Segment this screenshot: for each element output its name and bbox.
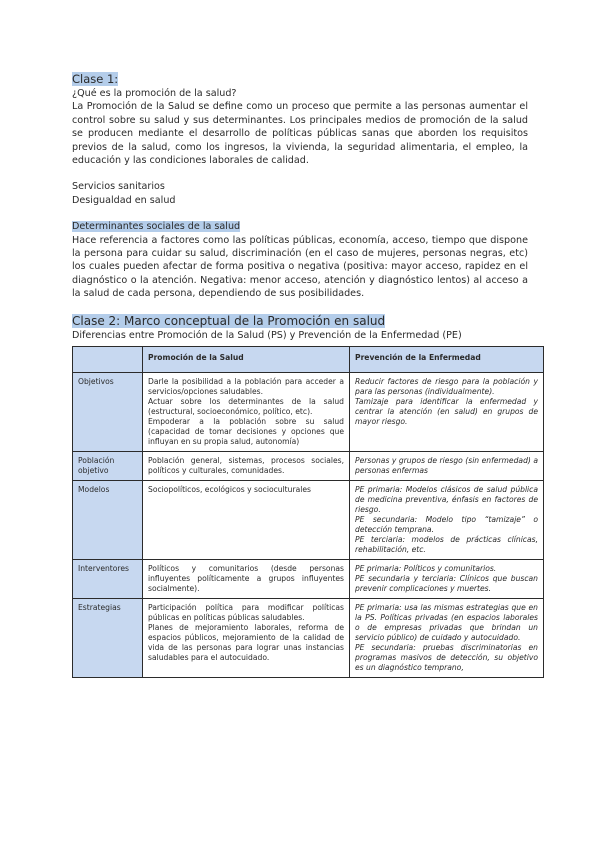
cell-pe [350, 599, 544, 678]
section1-question: ¿Qué es la promoción de la salud? [72, 88, 237, 99]
cell-line: Sociopolíticos, ecológicos y socioculturales [148, 485, 311, 495]
section2-paragraph: Hace referencia a factores como las políticas públicas, economía, acceso, tiempo que dispone la persona para cuidar su salud, discriminación (en el caso de mujeres, personas negras, etc) los cuales pueden afectar de forma positiva o negativa (positiva: mayor acceso, rapidez en el diagnóstico o la atención. Negativa: menor acceso, atención y diagnóstico lentos) al acceso a la salud de cada persona, dependiendo de sus posibilidades. [72, 234, 528, 300]
cell-line: Reducir factores de riesgo para la población y para las personas (individualmente). [355, 377, 538, 397]
cell-ps [143, 560, 350, 599]
table-row [73, 560, 544, 599]
row-label: Población objetivo [73, 452, 143, 481]
cell-ps [143, 452, 350, 481]
cell-line: Políticos y comunitarios (desde personas influyentes políticamente a grupos influyentes socialmente). [148, 564, 344, 594]
row-label: Interventores [73, 560, 143, 599]
cell-pe [350, 481, 544, 560]
section1-title: Clase 1: [72, 72, 119, 86]
cell-pe [350, 560, 544, 599]
cell-pe [350, 452, 544, 481]
table-row [73, 599, 544, 678]
cell-line: Población general, sistemas, procesos sociales, políticos y culturales, comunidades. [148, 456, 344, 476]
row-label: Objetivos [73, 373, 143, 452]
table-header-ps: Promoción de la Salud [143, 347, 350, 373]
cell-ps [143, 481, 350, 560]
cell-line: PE secundaria y terciaria: Clínicos que buscan prevenir complicaciones y muertes. [355, 574, 538, 594]
table-row [73, 373, 544, 452]
section3-subtitle: Diferencias entre Promoción de la Salud (PS) y Prevención de la Enfermedad (PE) [72, 329, 462, 341]
cell-line: Tamizaje para identificar la enfermedad y centrar la atención (en salud) en grupos de mayor riesgo. [355, 397, 538, 427]
document-page [72, 72, 538, 678]
cell-pe [350, 373, 544, 452]
table-header-pe: Prevención de la Enfermedad [350, 347, 544, 373]
row-label: Estrategias [73, 599, 143, 678]
cell-line: Darle la posibilidad a la población para acceder a servicios/opciones saludables. [148, 377, 344, 397]
list-item: Desigualdad en salud [72, 194, 176, 206]
cell-line: Actuar sobre los determinantes de la salud (estructural, socioeconómico, político, etc). [148, 397, 344, 417]
cell-line: PE secundaria: pruebas discriminatorias en programas masivos de detección, su objetivo es un diagnóstico temprano, [355, 643, 538, 673]
cell-line: PE secundaria: Modelo tipo “tamizaje” o detección temprana. [355, 515, 538, 535]
row-label: Modelos [73, 481, 143, 560]
cell-line: PE primaria: Modelos clásicos de salud pública de medicina preventiva, énfasis en factores de riesgo. [355, 485, 538, 515]
table-header-row [73, 347, 544, 373]
section1-paragraph: La Promoción de la Salud se define como un proceso que permite a las personas aumentar el control sobre su salud y sus determinantes. Los principales medios de promoción de la salud se producen mediante el desarrollo de políticas públicas sanas que aborden los requisitos previos de la salud, como los ingresos, la vivienda, la seguridad alimentaria, el empleo, la educación y las condiciones laborales de calidad. [72, 101, 528, 167]
cell-line: Personas y grupos de riesgo (sin enfermedad) a personas enfermas [355, 456, 538, 476]
cell-line: Empoderar a la población sobre su salud (capacidad de tomar decisiones y opciones que influyan en su propia salud, autonomía) [148, 417, 344, 447]
section2-title: Determinantes sociales de la salud [72, 221, 241, 233]
cell-line: Participación política para modificar políticas públicas en políticas públicas saludables. [148, 603, 344, 623]
table-row [73, 452, 544, 481]
cell-line: PE primaria: usa las mismas estrategias que en la PS. Políticas privadas (en espacios laborales o de empresas privadas que brindan un servicio público) de cuidado y autocuidado. [355, 603, 538, 643]
comparison-table [72, 346, 544, 678]
cell-line: Planes de mejoramiento laborales, reforma de espacios públicos, mejoramiento de la calidad de vida de las personas para lograr unas instancias saludables para el autocuidado. [148, 623, 344, 663]
section3-title: Clase 2: Marco conceptual de la Promoción en salud [72, 313, 386, 328]
table-row [73, 481, 544, 560]
cell-ps [143, 373, 350, 452]
list-item: Servicios sanitarios [72, 181, 165, 193]
cell-ps [143, 599, 350, 678]
table-header-empty [73, 347, 143, 373]
cell-line: PE primaria: Políticos y comunitarios. [355, 564, 497, 574]
cell-line: PE terciaria: modelos de prácticas clínicas, rehabilitación, etc. [355, 535, 538, 555]
